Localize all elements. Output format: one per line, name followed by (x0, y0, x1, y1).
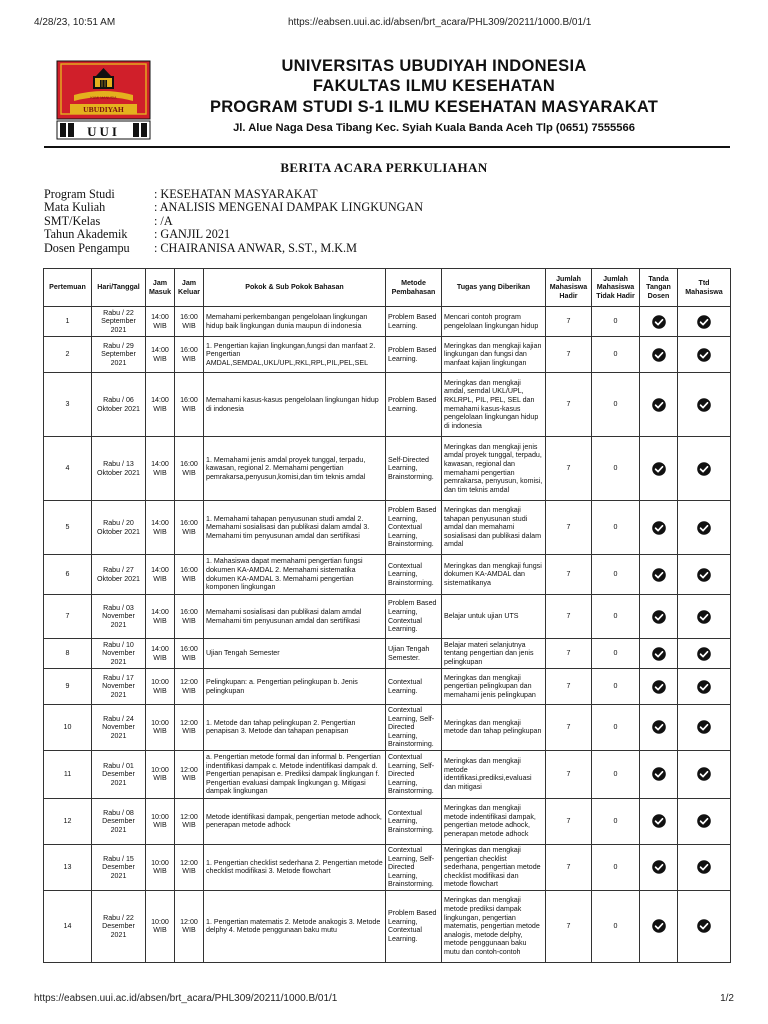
cell-signature (640, 555, 678, 595)
cell-task: Meringkas dan mengkaji metode indentifikasi dampak, pengertian metode adhock, penerapan metode adhock (442, 798, 546, 844)
lecturer-signature-icon (652, 350, 666, 358)
cell-present: 7 (546, 844, 592, 890)
cell-no: 14 (44, 890, 92, 962)
column-header: Pokok & Sub Pokok Bahasan (204, 269, 386, 307)
info-label: Mata Kuliah (44, 200, 106, 215)
cell-signature (678, 437, 731, 501)
cell-topic: Pelingkupan: a. Pengertian pelingkupan b. Jenis pelingkupan (204, 669, 386, 705)
column-header: Ttd Mahasiswa (678, 269, 731, 307)
cell-topic: Memahami sosialisasi dan publikasi dalam amdal Memahami tim penyusunan amdal dan sertifikasi (204, 595, 386, 639)
cell-out: 12:00 WIB (175, 750, 204, 798)
table-row (44, 705, 731, 751)
student-signature-icon (697, 817, 711, 825)
cell-signature (678, 555, 731, 595)
cell-date: Rabu / 15 Desember 2021 (92, 844, 146, 890)
lecturer-signature-icon (652, 612, 666, 620)
student-signature-icon (697, 922, 711, 930)
cell-absent: 0 (592, 307, 640, 337)
cell-method: Problem Based Learning. (386, 337, 442, 373)
info-value: : KESEHATAN MASYARAKAT (154, 187, 318, 201)
column-header: Tugas yang Diberikan (442, 269, 546, 307)
column-header: Pertemuan (44, 269, 92, 307)
cell-date: Rabu / 10 November 2021 (92, 639, 146, 669)
student-signature-icon (697, 350, 711, 358)
lecturer-signature-icon (652, 682, 666, 690)
lecturer-signature-icon (652, 400, 666, 408)
cell-absent: 0 (592, 669, 640, 705)
cell-absent: 0 (592, 639, 640, 669)
cell-present: 7 (546, 555, 592, 595)
cell-no: 4 (44, 437, 92, 501)
table-row (44, 639, 731, 669)
cell-signature (640, 705, 678, 751)
cell-method: Contextual Learning, Self-Directed Learning, Brainstorming. (386, 844, 442, 890)
cell-method: Problem Based Learning. (386, 373, 442, 437)
student-signature-icon (697, 612, 711, 620)
cell-in: 14:00 WIB (146, 337, 175, 373)
lecturer-signature-icon (652, 863, 666, 871)
cell-in: 14:00 WIB (146, 555, 175, 595)
cell-topic: a. Pengertian metode formal dan informal b. Pengertian indentifikasi dampak c. Metode indentifikasi dampak d. Pengertian penapisan e. Prediksi dampak lingkungan f. Pengertian evaluasi dampak lingkungan g. Mitigasi dampak lingkungan (204, 750, 386, 798)
cell-task: Meringkas dan mengkaji metode prediksi dampak lingkungan, pengertian matematis, pengertian metode analogis, metode delphy, metode penggunaan baku mutu dan contoh-contoh (442, 890, 546, 962)
cell-absent: 0 (592, 750, 640, 798)
table-row (44, 595, 731, 639)
course-info (44, 188, 423, 255)
cell-in: 14:00 WIB (146, 639, 175, 669)
university-name: UNIVERSITAS UBUDIYAH INDONESIA (281, 57, 587, 75)
info-value: : CHAIRANISA ANWAR, S.ST., M.K.M (154, 240, 357, 255)
address: Jl. Alue Naga Desa Tibang Kec. Syiah Kuala Banda Aceh Tlp (0651) 7555566 (233, 122, 635, 134)
cell-signature (640, 595, 678, 639)
cell-method: Problem Based Learning. (386, 307, 442, 337)
cell-present: 7 (546, 890, 592, 962)
cell-date: Rabu / 22 Desember 2021 (92, 890, 146, 962)
cell-no: 3 (44, 373, 92, 437)
cell-signature (678, 890, 731, 962)
student-signature-icon (697, 570, 711, 578)
info-row (44, 215, 423, 228)
cell-date: Rabu / 29 September 2021 (92, 337, 146, 373)
column-header: Jumlah Mahasiswa Tidak Hadir (592, 269, 640, 307)
cell-no: 5 (44, 501, 92, 555)
cell-signature (640, 307, 678, 337)
cell-task: Meringkas dan mengkaji jenis amdal proyek tunggal, terpadu, kawasan, regional dan memahami pengertian pemrakarsa, penyusun, komisi, dan tim teknis amdal (442, 437, 546, 501)
cell-date: Rabu / 27 Oktober 2021 (92, 555, 146, 595)
cell-out: 16:00 WIB (175, 595, 204, 639)
crest-top-text: KAMI MANUSIA (90, 96, 117, 100)
cell-absent: 0 (592, 890, 640, 962)
print-footer (34, 993, 734, 1007)
cell-date: Rabu / 13 Oktober 2021 (92, 437, 146, 501)
cell-date: Rabu / 20 Oktober 2021 (92, 501, 146, 555)
cell-in: 10:00 WIB (146, 890, 175, 962)
cell-date: Rabu / 01 Desember 2021 (92, 750, 146, 798)
cell-signature (678, 595, 731, 639)
university-crest-icon (56, 60, 151, 140)
cell-topic: 1. Memahami tahapan penyusunan studi amdal 2. Memahami sosialisasi dan publikasi dalam amdal 3. Memahami tim penyusunan amdal dan sertifikasi (204, 501, 386, 555)
cell-task: Belajar untuk ujian UTS (442, 595, 546, 639)
column-header: Jumlah Mahasiswa Hadir (546, 269, 592, 307)
cell-topic: Memahami perkembangan pengelolaan lingkungan hidup baik lingkungan dunia maupun di indonesia (204, 307, 386, 337)
cell-method: Self-Directed Learning, Brainstorming. (386, 437, 442, 501)
lecturer-signature-icon (652, 523, 666, 531)
cell-present: 7 (546, 595, 592, 639)
student-signature-icon (697, 317, 711, 325)
info-row (44, 201, 423, 214)
student-signature-icon (697, 723, 711, 731)
cell-date: Rabu / 17 November 2021 (92, 669, 146, 705)
table-row (44, 798, 731, 844)
cell-present: 7 (546, 307, 592, 337)
cell-present: 7 (546, 501, 592, 555)
info-value: : GANJIL 2021 (154, 227, 231, 242)
cell-out: 16:00 WIB (175, 373, 204, 437)
cell-method: Ujian Tengah Semester. (386, 639, 442, 669)
student-signature-icon (697, 400, 711, 408)
cell-topic: Ujian Tengah Semester (204, 639, 386, 669)
cell-task: Meringkas dan mengkaji metode identifikasi,prediksi,evaluasi dan mitigasi (442, 750, 546, 798)
attendance-table (43, 268, 731, 963)
cell-signature (678, 798, 731, 844)
cell-absent: 0 (592, 373, 640, 437)
cell-present: 7 (546, 337, 592, 373)
cell-method: Contextual Learning, Brainstorming. (386, 555, 442, 595)
cell-out: 12:00 WIB (175, 705, 204, 751)
cell-no: 8 (44, 639, 92, 669)
table-body (44, 307, 731, 963)
cell-out: 16:00 WIB (175, 639, 204, 669)
info-row (44, 242, 423, 255)
cell-topic: 1. Pengertian matematis 2. Metode anakogis 3. Metode delphy 4. Metode penggunaan baku mutu (204, 890, 386, 962)
footer-url: https://eabsen.uui.ac.id/absen/brt_acara/PHL309/20211/1000.B/01/1 (34, 993, 338, 1004)
cell-task: Meringkas dan mengkaji kajian lingkungan dan fungsi dan manfaat kajian lingkungan (442, 337, 546, 373)
cell-in: 14:00 WIB (146, 501, 175, 555)
cell-task: Meringkas dan mengkaji pengertian checklist sederhana, pengertian metode checklist modifikasi dan metode flowchart (442, 844, 546, 890)
info-value: : /A (154, 213, 173, 228)
cell-no: 13 (44, 844, 92, 890)
cell-absent: 0 (592, 844, 640, 890)
table-row (44, 555, 731, 595)
lecturer-signature-icon (652, 723, 666, 731)
lecturer-signature-icon (652, 570, 666, 578)
cell-task: Mencari contoh program pengelolaan lingkungan hidup (442, 307, 546, 337)
table-row (44, 373, 731, 437)
cell-method: Contextual Learning, Self-Directed Learning, Brainstorming. (386, 750, 442, 798)
cell-date: Rabu / 24 November 2021 (92, 705, 146, 751)
cell-absent: 0 (592, 555, 640, 595)
cell-signature (640, 750, 678, 798)
table-row (44, 844, 731, 890)
column-header: Jam Masuk (146, 269, 175, 307)
print-datetime: 4/28/23, 10:51 AM (34, 17, 116, 28)
table-row (44, 337, 731, 373)
cell-absent: 0 (592, 437, 640, 501)
cell-task: Meringkas dan mengkaji fungsi dokumen KA-AMDAL dan sistematikanya (442, 555, 546, 595)
cell-no: 10 (44, 705, 92, 751)
cell-out: 12:00 WIB (175, 844, 204, 890)
info-row (44, 228, 423, 241)
cell-present: 7 (546, 750, 592, 798)
cell-in: 10:00 WIB (146, 798, 175, 844)
info-label: Dosen Pengampu (44, 240, 130, 255)
cell-signature (640, 639, 678, 669)
cell-signature (678, 639, 731, 669)
table-row (44, 750, 731, 798)
cell-out: 16:00 WIB (175, 555, 204, 595)
cell-in: 10:00 WIB (146, 669, 175, 705)
cell-absent: 0 (592, 595, 640, 639)
cell-present: 7 (546, 798, 592, 844)
student-signature-icon (697, 863, 711, 871)
cell-absent: 0 (592, 798, 640, 844)
lecturer-signature-icon (652, 649, 666, 657)
cell-signature (678, 373, 731, 437)
cell-topic: 1. Metode dan tahap pelingkupan 2. Pengertian penapisan 3. Metode dan tahapan penapisan (204, 705, 386, 751)
table-row (44, 890, 731, 962)
info-row (44, 188, 423, 201)
column-header: Hari/Tanggal (92, 269, 146, 307)
student-signature-icon (697, 649, 711, 657)
table-row (44, 307, 731, 337)
cell-no: 6 (44, 555, 92, 595)
cell-no: 1 (44, 307, 92, 337)
student-signature-icon (697, 682, 711, 690)
cell-absent: 0 (592, 705, 640, 751)
cell-in: 10:00 WIB (146, 844, 175, 890)
cell-signature (640, 437, 678, 501)
cell-no: 7 (44, 595, 92, 639)
info-label: Tahun Akademik (44, 227, 128, 242)
cell-signature (640, 501, 678, 555)
cell-topic: 1. Memahami jenis amdal proyek tunggal, terpadu, kawasan, regional 2. Memahami pengertian pemrakarsa,penyusun,komisi,dan tim teknis amdal (204, 437, 386, 501)
lecturer-signature-icon (652, 464, 666, 472)
cell-signature (678, 669, 731, 705)
cell-out: 16:00 WIB (175, 437, 204, 501)
cell-method: Problem Based Learning, Contextual Learning. (386, 890, 442, 962)
cell-absent: 0 (592, 501, 640, 555)
letterhead (44, 56, 724, 144)
cell-no: 2 (44, 337, 92, 373)
cell-signature (640, 337, 678, 373)
cell-out: 12:00 WIB (175, 890, 204, 962)
cell-signature (640, 373, 678, 437)
cell-topic: Metode identifikasi dampak, pengertian metode adhock, penerapan metode adhock (204, 798, 386, 844)
cell-in: 14:00 WIB (146, 437, 175, 501)
cell-topic: Memahami kasus-kasus pengelolaan lingkungan hidup di indonesia (204, 373, 386, 437)
letterhead-divider (44, 146, 730, 148)
cell-method: Contextual Learning, Self-Directed Learning, Brainstorming. (386, 705, 442, 751)
cell-out: 16:00 WIB (175, 337, 204, 373)
cell-present: 7 (546, 373, 592, 437)
cell-present: 7 (546, 639, 592, 669)
cell-in: 14:00 WIB (146, 373, 175, 437)
lecturer-signature-icon (652, 922, 666, 930)
crest-banner-text: UBUDIYAH (83, 104, 124, 114)
letterhead-text (156, 56, 712, 137)
cell-method: Problem Based Learning, Contextual Learning, Brainstorming. (386, 501, 442, 555)
cell-signature (678, 501, 731, 555)
cell-date: Rabu / 22 September 2021 (92, 307, 146, 337)
print-header (34, 17, 734, 31)
student-signature-icon (697, 523, 711, 531)
lecturer-signature-icon (652, 317, 666, 325)
student-signature-icon (697, 770, 711, 778)
cell-no: 12 (44, 798, 92, 844)
cell-date: Rabu / 03 November 2021 (92, 595, 146, 639)
cell-date: Rabu / 08 Desember 2021 (92, 798, 146, 844)
cell-in: 14:00 WIB (146, 307, 175, 337)
cell-task: Belajar materi selanjutnya tentang pengertian dan jenis pelingkupan (442, 639, 546, 669)
cell-date: Rabu / 06 Oktober 2021 (92, 373, 146, 437)
document-title: BERITA ACARA PERKULIAHAN (280, 160, 488, 175)
cell-method: Problem Based Learning, Contextual Learning. (386, 595, 442, 639)
lecturer-signature-icon (652, 817, 666, 825)
cell-topic: 1. Pengertian kajian lingkungan,fungsi dan manfaat 2. Pengertian AMDAL,SEMDAL,UKL/UPL,RKL,RPL,PIL,PEL,SEL (204, 337, 386, 373)
cell-in: 10:00 WIB (146, 705, 175, 751)
cell-present: 7 (546, 437, 592, 501)
cell-present: 7 (546, 705, 592, 751)
crest-bottom-text: UUI (87, 124, 120, 139)
cell-signature (678, 705, 731, 751)
cell-signature (640, 890, 678, 962)
column-header: Tanda Tangan Dosen (640, 269, 678, 307)
info-label: Program Studi (44, 187, 115, 201)
info-label: SMT/Kelas (44, 213, 101, 228)
cell-signature (678, 844, 731, 890)
cell-topic: 1. Mahasiswa dapat memahami pengertian fungsi dokumen KA-AMDAL 2. Memahami sistematika dokumen KA-AMDAL 3. Memahami pengertian komponen lingkungan (204, 555, 386, 595)
cell-task: Meringkas dan mengkaji metode dan tahap pelingkupan (442, 705, 546, 751)
cell-no: 11 (44, 750, 92, 798)
page-number: 1/2 (720, 993, 734, 1004)
cell-signature (678, 337, 731, 373)
cell-in: 14:00 WIB (146, 595, 175, 639)
column-header: Metode Pembahasan (386, 269, 442, 307)
program-name: PROGRAM STUDI S-1 ILMU KESEHATAN MASYARAKAT (209, 98, 658, 116)
cell-signature (678, 750, 731, 798)
table-header-row (44, 269, 731, 307)
student-signature-icon (697, 464, 711, 472)
cell-task: Meringkas dan mengkaji pengertian pelingkupan dan memahami jenis pelingkupan (442, 669, 546, 705)
cell-out: 16:00 WIB (175, 501, 204, 555)
table-row (44, 669, 731, 705)
faculty-name: FAKULTAS ILMU KESEHATAN (312, 77, 556, 95)
table-row (44, 501, 731, 555)
cell-out: 12:00 WIB (175, 798, 204, 844)
cell-out: 16:00 WIB (175, 307, 204, 337)
cell-no: 9 (44, 669, 92, 705)
cell-signature (640, 798, 678, 844)
table-row (44, 437, 731, 501)
cell-task: Meringkas dan mengkaji tahapan penyusunan studi amdal dan memahami sosialisasi dan publikasi dalam amdal (442, 501, 546, 555)
cell-out: 12:00 WIB (175, 669, 204, 705)
cell-task: Meringkas dan mengkaji amdal, semdal UKL/UPL, RKLRPL, PIL, PEL, SEL dan memahami kasus-kasus pengelolaan lingkungan hidup di indonesia (442, 373, 546, 437)
cell-signature (678, 307, 731, 337)
lecturer-signature-icon (652, 770, 666, 778)
cell-signature (640, 669, 678, 705)
cell-absent: 0 (592, 337, 640, 373)
cell-in: 10:00 WIB (146, 750, 175, 798)
cell-method: Contextual Learning, Brainstorming. (386, 798, 442, 844)
column-header: Jam Keluar (175, 269, 204, 307)
info-value: : ANALISIS MENGENAI DAMPAK LINGKUNGAN (154, 200, 424, 215)
cell-present: 7 (546, 669, 592, 705)
print-url: https://eabsen.uui.ac.id/absen/brt_acara/PHL309/20211/1000.B/01/1 (288, 17, 592, 28)
cell-method: Contextual Learning. (386, 669, 442, 705)
cell-topic: 1. Pengertian checklist sederhana 2. Pengertian metode checklist modifikasi 3. Metode flowchart (204, 844, 386, 890)
cell-signature (640, 844, 678, 890)
